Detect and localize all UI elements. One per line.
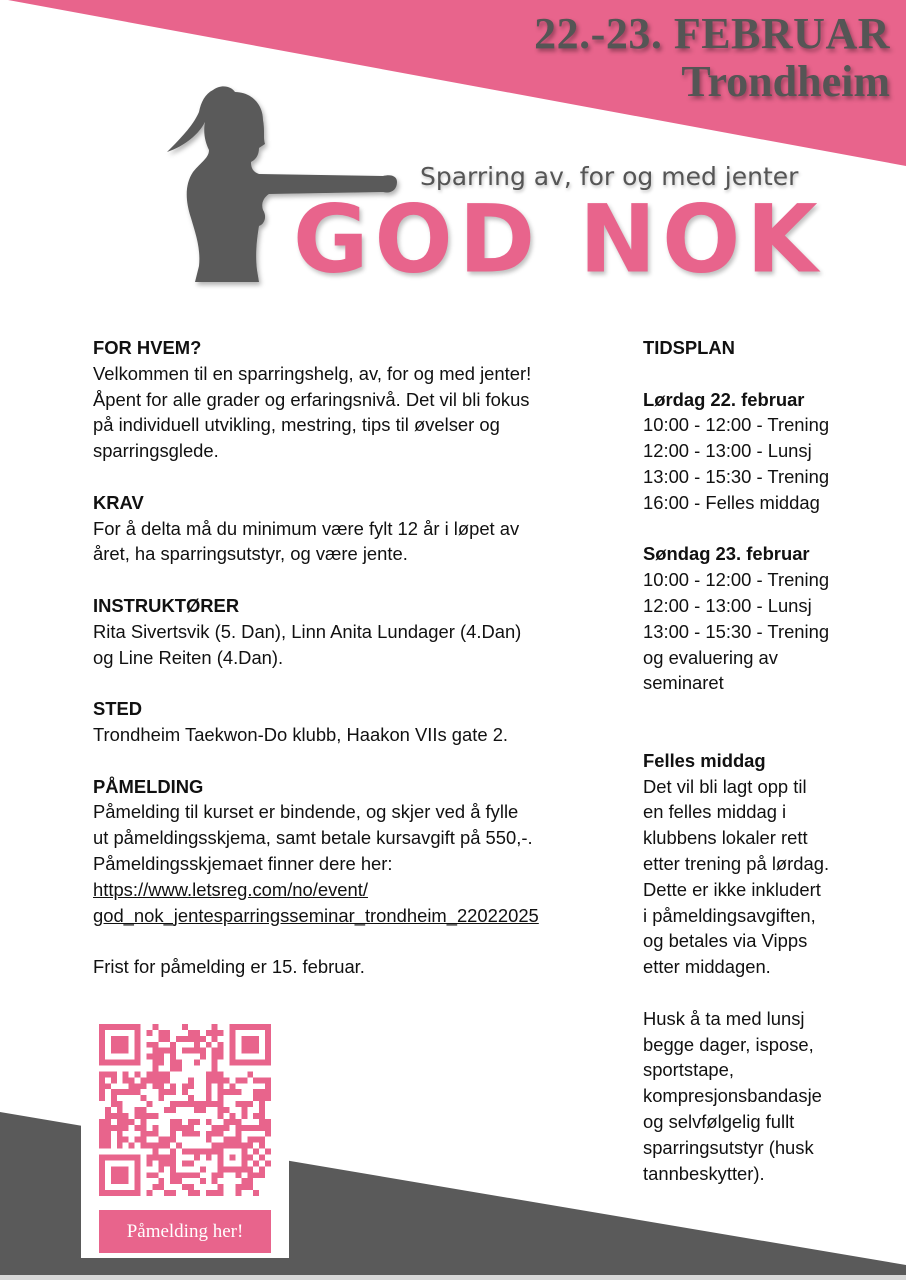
dinner-info <box>643 748 893 980</box>
logo-title: GOD NOK <box>293 184 824 295</box>
section-for-hvem <box>93 335 613 464</box>
bottom-strip <box>0 1275 906 1280</box>
section-heading: PÅMELDING <box>93 775 204 797</box>
packing-reminder <box>643 1006 893 1187</box>
god-nok-logo <box>155 82 824 297</box>
event-date: 22.-23. FEBRUAR <box>534 9 890 58</box>
text-line: Åpent for alle grader og erfaringsnivå. Det vil bli fokus <box>93 388 530 410</box>
text-line: i påmeldingsavgiften, <box>643 904 816 926</box>
text-line: Trondheim Taekwon-Do klubb, Haakon VIIs gate 2. <box>93 723 509 745</box>
text-line: Dette er ikke inkludert <box>643 878 821 900</box>
section-heading: KRAV <box>93 491 144 513</box>
text-line: klubbens lokaler rett <box>643 827 808 849</box>
schedule-sunday <box>643 541 893 696</box>
text-line: Velkommen til en sparringshelg, av, for og med jenter! <box>93 362 532 384</box>
text-line: kompresjonsbandasje <box>643 1085 822 1107</box>
text-line: året, ha sparringsutstyr, og være jente. <box>93 543 408 565</box>
event-city: Trondheim <box>681 56 890 106</box>
text-line: sparringsglede. <box>93 440 219 462</box>
text-line: en felles middag i <box>643 801 787 823</box>
schedule-saturday <box>643 387 893 516</box>
schedule-column <box>643 335 893 1186</box>
section-heading: STED <box>93 698 143 720</box>
text-line: Rita Sivertsvik (5. Dan), Linn Anita Lundager (4.Dan) <box>93 620 522 642</box>
text-line: Husk å ta med lunsj <box>643 1007 805 1029</box>
schedule-item: 10:00 - 12:00 - Trening <box>643 569 830 591</box>
section-instruktorer <box>93 593 613 670</box>
logo-tagline: Sparring av, for og med jenter <box>420 162 799 191</box>
text-line: sparringsutstyr (husk <box>643 1136 814 1158</box>
text-line: Det vil bli lagt opp til <box>643 775 807 797</box>
qr-code-icon[interactable] <box>99 1024 271 1196</box>
schedule-item: 12:00 - 13:00 - Lunsj <box>643 594 812 616</box>
text-line: begge dager, ispose, <box>643 1033 814 1055</box>
section-pamelding <box>93 774 613 980</box>
schedule-item: 16:00 - Felles middag <box>643 491 820 513</box>
text-line: Påmelding til kurset er bindende, og skjer ved å fylle <box>93 801 519 823</box>
schedule-item: og evaluering av <box>643 646 778 668</box>
schedule-item: 13:00 - 15:30 - Trening <box>643 465 830 487</box>
text-line: og Line Reiten (4.Dan). <box>93 646 284 668</box>
schedule-item: 12:00 - 13:00 - Lunsj <box>643 440 812 462</box>
section-heading: FOR HVEM? <box>93 337 202 358</box>
text-line: etter middagen. <box>643 956 771 978</box>
schedule-heading: TIDSPLAN <box>643 337 735 358</box>
section-heading: INSTRUKTØRER <box>93 594 240 616</box>
schedule-item: 10:00 - 12:00 - Trening <box>643 414 830 436</box>
text-line: på individuell utvikling, mestring, tips til øvelser og <box>93 414 500 436</box>
registration-link[interactable]: god_nok_jentesparringsseminar_trondheim_22022025 <box>93 904 539 926</box>
info-column <box>93 335 613 980</box>
day-title: Søndag 23. februar <box>643 543 810 565</box>
text-line: etter trening på lørdag. <box>643 852 830 874</box>
text-line: Påmeldingsskjemaet finner dere her: <box>93 852 393 874</box>
section-krav <box>93 490 613 567</box>
registration-link[interactable]: https://www.letsreg.com/no/event/ <box>93 878 368 900</box>
section-sted <box>93 696 613 748</box>
day-title: Lørdag 22. februar <box>643 388 805 410</box>
schedule-item: seminaret <box>643 672 724 694</box>
deadline-text: Frist for påmelding er 15. februar. <box>93 956 365 978</box>
text-line: tannbeskytter). <box>643 1162 765 1184</box>
qr-card <box>81 1010 289 1258</box>
dinner-title: Felles middag <box>643 749 766 771</box>
register-here-button[interactable]: Påmelding her! <box>99 1210 271 1253</box>
schedule-item: 13:00 - 15:30 - Trening <box>643 620 830 642</box>
text-line: og betales via Vipps <box>643 930 808 952</box>
text-line: For å delta må du minimum være fylt 12 år i løpet av <box>93 517 520 539</box>
text-line: sportstape, <box>643 1059 734 1081</box>
text-line: ut påmeldingsskjema, samt betale kursavgift på 550,-. <box>93 827 533 849</box>
text-line: og selvfølgelig fullt <box>643 1110 795 1132</box>
